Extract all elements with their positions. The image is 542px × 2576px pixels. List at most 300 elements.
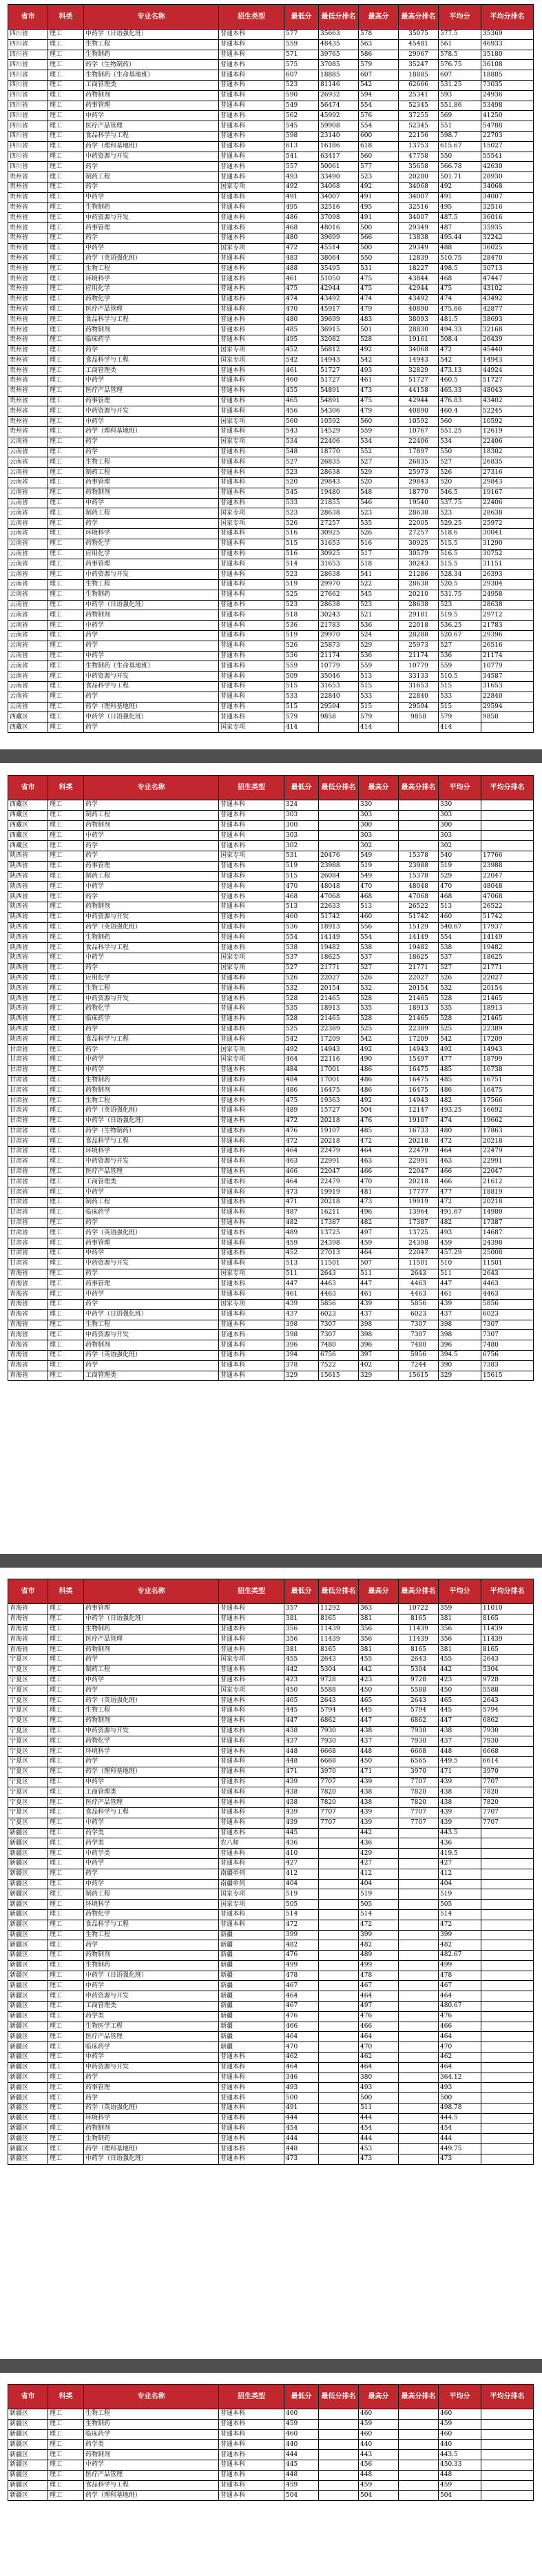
table-cell: 62666 — [399, 80, 439, 90]
table-cell: 470 — [284, 304, 319, 315]
table-cell: 理工 — [48, 651, 84, 661]
table-cell: 508.4 — [439, 335, 481, 345]
table-cell — [399, 2470, 439, 2480]
table-cell: 理工 — [48, 2042, 84, 2053]
table-cell: 423 — [284, 1675, 319, 1685]
table-cell: 438 — [359, 1787, 399, 1798]
table-cell: 523 — [284, 508, 319, 519]
table-cell — [319, 2460, 359, 2470]
table-cell: 药学 — [84, 723, 219, 733]
table-cell: 52345 — [399, 101, 439, 111]
table-cell: 中药学 — [84, 621, 219, 631]
table-cell: 527 — [359, 963, 399, 973]
table-row — [8, 366, 534, 376]
table-cell: 普通本科 — [219, 1096, 284, 1106]
table-cell: 560 — [439, 417, 481, 427]
table-row — [8, 1289, 534, 1300]
table-cell: 473 — [439, 2154, 481, 2165]
table-cell: 9728 — [481, 1675, 534, 1685]
table-cell: 普通本科 — [219, 2134, 284, 2144]
table-cell: 526 — [359, 529, 399, 539]
table-cell — [481, 1858, 534, 1869]
table-cell: 甘肃省 — [8, 1249, 48, 1259]
table-cell: 464 — [284, 2062, 319, 2073]
table-cell: 理工 — [48, 427, 84, 437]
table-row — [8, 162, 534, 172]
table-row — [8, 702, 534, 712]
table-row — [8, 1900, 534, 1910]
table-cell: 24398 — [481, 1238, 534, 1249]
table-row — [8, 682, 534, 692]
table-cell: 520.67 — [439, 631, 481, 641]
table-row — [8, 2491, 534, 2501]
table-cell: 云南省 — [8, 478, 48, 488]
table-cell: 29349 — [399, 243, 439, 253]
table-row — [8, 70, 534, 81]
table-cell: 云南省 — [8, 651, 48, 661]
table-cell: 贵州省 — [8, 172, 48, 183]
table-cell: 16475 — [319, 1086, 359, 1096]
table-cell: 518 — [359, 559, 399, 570]
table-cell: 药学 — [84, 182, 219, 192]
table-cell: 理工 — [48, 1105, 84, 1116]
table-cell: 577.5 — [439, 30, 481, 40]
table-cell: 药物制剂 — [84, 2123, 219, 2134]
table-cell: 21465 — [481, 1014, 534, 1024]
table-cell: 理工 — [48, 984, 84, 994]
table-cell: 普通本科 — [219, 2062, 284, 2073]
table-cell: 普通本科 — [219, 1238, 284, 1249]
table-cell — [399, 2144, 439, 2154]
table-cell: 39765 — [319, 50, 359, 60]
table-cell: 542 — [284, 1035, 319, 1045]
table-cell: 理工 — [48, 1971, 84, 1981]
table-cell: 甘肃省 — [8, 1258, 48, 1269]
table-cell: 542 — [439, 355, 481, 366]
table-cell: 医疗产品管理 — [84, 1167, 219, 1177]
table-cell: 国家专项 — [219, 963, 284, 973]
table-cell: 464 — [284, 1147, 319, 1157]
table-cell: 药学（英语强化班） — [84, 2104, 219, 2114]
table-cell: 理工 — [48, 580, 84, 590]
table-cell: 7930 — [481, 1726, 534, 1736]
table-cell: 557 — [284, 162, 319, 172]
table-header-row — [8, 5, 534, 30]
table-row — [8, 712, 534, 723]
table-cell: 32516 — [319, 202, 359, 213]
table-row — [8, 1747, 534, 1757]
table-cell: 22027 — [319, 973, 359, 984]
table-cell: 528 — [359, 994, 399, 1004]
table-cell: 523 — [284, 80, 319, 90]
table-cell: 26932 — [319, 90, 359, 101]
table-cell: 519 — [284, 631, 319, 641]
table-cell: 545 — [284, 121, 319, 132]
table-row — [8, 1035, 534, 1045]
table-cell: 普通本科 — [219, 1105, 284, 1116]
table-cell: 国家专项 — [219, 1889, 284, 1900]
table-cell: 新疆区 — [8, 2491, 48, 2501]
table-cell: 理工 — [48, 912, 84, 922]
table-cell: 国家专项 — [219, 851, 284, 861]
table-cell: 云南省 — [8, 672, 48, 682]
table-cell: 理工 — [48, 90, 84, 101]
table-cell: 559 — [439, 661, 481, 672]
table-cell: 516 — [359, 539, 399, 549]
table-cell: 甘肃省 — [8, 1136, 48, 1147]
table-cell: 7930 — [481, 1736, 534, 1747]
table-cell: 青海省 — [8, 1300, 48, 1310]
table-cell: 7930 — [319, 1726, 359, 1736]
table-cell — [481, 800, 534, 811]
table-cell: 303 — [439, 831, 481, 841]
table-cell: 17863 — [481, 1126, 534, 1136]
table-cell: 492 — [359, 1096, 399, 1106]
table-cell: 理工 — [48, 1798, 84, 1808]
table-cell — [481, 2093, 534, 2104]
table-row — [8, 1136, 534, 1147]
table-cell: 482 — [439, 1940, 481, 1951]
table-cell: 云南省 — [8, 641, 48, 651]
table-cell: 西藏区 — [8, 712, 48, 723]
table-cell: 理工 — [48, 253, 84, 264]
table-cell: 447 — [359, 1279, 399, 1289]
table-cell: 448 — [284, 2144, 319, 2154]
table-cell: 新疆 — [219, 1971, 284, 1981]
table-cell: 29594 — [481, 702, 534, 712]
table-cell: 571 — [284, 50, 319, 60]
table-cell: 理工 — [48, 1645, 84, 1655]
table-cell: 15615 — [399, 1371, 439, 1381]
table-cell: 药学 — [84, 1869, 219, 1879]
table-cell: 理工 — [48, 831, 84, 841]
table-cell: 464 — [359, 2032, 399, 2042]
table-cell: 23988 — [399, 861, 439, 871]
table-row — [8, 953, 534, 963]
table-cell: 理工 — [48, 335, 84, 345]
table-cell: 16475 — [399, 1065, 439, 1075]
table-cell: 533 — [284, 498, 319, 508]
table-cell: 17897 — [399, 447, 439, 457]
table-cell: 493.25 — [439, 1105, 481, 1116]
table-row — [8, 1716, 534, 1726]
table-cell: 579 — [359, 712, 399, 723]
table-cell: 中药学（日语强化班） — [84, 712, 219, 723]
table-cell: 467 — [439, 1981, 481, 1991]
table-cell: 439 — [284, 1300, 319, 1310]
table-cell: 新疆区 — [8, 1869, 48, 1879]
table-cell: 临床药学 — [84, 1207, 219, 1218]
table-cell — [399, 810, 439, 820]
table-cell: 528 — [284, 1014, 319, 1024]
table-cell: 中药资源与开发 — [84, 2062, 219, 2073]
table-cell: 生物工程 — [84, 39, 219, 50]
table-cell: 527 — [439, 963, 481, 973]
table-cell: 464 — [284, 1055, 319, 1065]
table-cell: 478 — [284, 1971, 319, 1981]
table-cell: 541 — [284, 152, 319, 162]
table-cell: 439 — [359, 1818, 399, 1828]
table-cell: 559 — [284, 661, 319, 672]
table-cell: 6023 — [319, 1309, 359, 1320]
table-cell: 新疆区 — [8, 2053, 48, 2063]
table-cell: 理工 — [48, 1167, 84, 1177]
table-cell: 471 — [439, 1767, 481, 1777]
table-cell: 464 — [284, 1991, 319, 2002]
table-cell: 498.78 — [439, 2104, 481, 2114]
table-cell: 理工 — [48, 182, 84, 192]
table-cell: 陕西省 — [8, 973, 48, 984]
table-cell: 理工 — [48, 1126, 84, 1136]
table-cell: 新疆区 — [8, 1909, 48, 1920]
table-cell: 药学（生物制药） — [84, 60, 219, 70]
table-row — [8, 1238, 534, 1249]
table-cell: 472 — [284, 1920, 319, 1930]
table-cell: 应用化学 — [84, 549, 219, 559]
table-cell: 国家专项 — [219, 355, 284, 366]
table-cell: 30925 — [319, 529, 359, 539]
table-cell: 陕西省 — [8, 851, 48, 861]
table-cell: 578 — [359, 30, 399, 40]
table-cell: 新疆 — [219, 1930, 284, 1940]
table-cell: 491 — [359, 192, 399, 202]
table-cell: 468 — [284, 892, 319, 902]
table-cell: 17766 — [481, 851, 534, 861]
table-cell: 新疆区 — [8, 1960, 48, 1971]
table-cell: 普通本科 — [219, 702, 284, 712]
table-cell: 国家专项 — [219, 1654, 284, 1665]
table-cell: 54788 — [481, 121, 534, 132]
table-cell: 7480 — [319, 1340, 359, 1351]
table-cell: 468 — [439, 892, 481, 902]
table-cell: 45992 — [319, 111, 359, 121]
table-cell: 普通本科 — [219, 600, 284, 610]
table-cell — [481, 1960, 534, 1971]
table-cell: 303 — [284, 831, 319, 841]
table-cell: 4463 — [319, 1279, 359, 1289]
table-cell: 20154 — [481, 984, 534, 994]
table-cell: 29349 — [399, 223, 439, 233]
table-cell: 484 — [284, 1075, 319, 1086]
table-cell — [399, 1981, 439, 1991]
table-cell: 普通本科 — [219, 111, 284, 121]
table-cell: 普通本科 — [219, 529, 284, 539]
table-cell: 中药学 — [84, 1249, 219, 1259]
table-cell: 制药工程 — [84, 172, 219, 183]
table-cell: 472 — [439, 1198, 481, 1208]
table-cell: 472 — [284, 1116, 319, 1126]
table-cell: 26835 — [481, 457, 534, 468]
table-cell: 519 — [359, 1889, 399, 1900]
table-cell: 生物制药 — [84, 1624, 219, 1634]
table-cell: 28638 — [481, 600, 534, 610]
table-cell: 513 — [284, 1258, 319, 1269]
table-cell: 486 — [359, 1075, 399, 1086]
table-cell: 48048 — [481, 882, 534, 892]
table-cell: 四川省 — [8, 39, 48, 50]
table-cell — [319, 1991, 359, 2002]
table-cell: 普通本科 — [219, 141, 284, 152]
table-cell — [481, 2154, 534, 2165]
table-row — [8, 1858, 534, 1869]
table-cell: 3970 — [319, 1767, 359, 1777]
table-cell: 43492 — [319, 294, 359, 304]
table-cell — [319, 2002, 359, 2012]
table-cell: 528.34 — [439, 570, 481, 580]
table-cell: 7820 — [481, 1798, 534, 1808]
table-cell: 6023 — [481, 1309, 534, 1320]
table-cell: 青海省 — [8, 1614, 48, 1624]
table-cell: 32168 — [481, 325, 534, 335]
table-cell: 561 — [439, 39, 481, 50]
table-cell: 云南省 — [8, 682, 48, 692]
table-cell — [481, 810, 534, 820]
table-cell: 云南省 — [8, 570, 48, 580]
table-cell: 303 — [439, 810, 481, 820]
table-cell — [319, 2093, 359, 2104]
table-cell: 普通本科 — [219, 366, 284, 376]
table-cell: 489 — [284, 1105, 319, 1116]
table-cell: 药物制剂 — [84, 610, 219, 621]
table-cell: 437 — [439, 1736, 481, 1747]
table-cell: 460.4 — [439, 406, 481, 417]
table-cell: 438 — [359, 1726, 399, 1736]
table-cell: 普通本科 — [219, 861, 284, 871]
table-cell: 470 — [439, 882, 481, 892]
table-row — [8, 427, 534, 437]
table-cell: 577 — [284, 30, 319, 40]
column-header: 最低分排名 — [319, 776, 359, 800]
table-cell: 459 — [359, 2480, 399, 2491]
table-row — [8, 1838, 534, 1849]
table-cell: 501.71 — [439, 172, 481, 183]
table-cell: 476 — [439, 2011, 481, 2022]
table-row — [8, 610, 534, 621]
table-cell: 青海省 — [8, 1351, 48, 1361]
table-cell: 普通本科 — [219, 2083, 284, 2093]
table-row — [8, 80, 534, 90]
table-row — [8, 851, 534, 861]
table-cell: 526 — [439, 468, 481, 478]
table-cell: 20218 — [481, 1198, 534, 1208]
table-cell: 482 — [284, 1218, 319, 1228]
table-cell: 四川省 — [8, 60, 48, 70]
table-cell — [399, 2491, 439, 2501]
table-cell: 普通本科 — [219, 841, 284, 851]
table-cell: 普通本科 — [219, 101, 284, 111]
table-cell: 中药学类 — [84, 1849, 219, 1859]
table-cell: 6862 — [319, 1716, 359, 1726]
table-cell: 26439 — [481, 335, 534, 345]
table-cell: 甘肃省 — [8, 1055, 48, 1065]
table-cell: 工商管理类 — [84, 366, 219, 376]
table-cell: 理工 — [48, 1828, 84, 1838]
table-cell: 22047 — [481, 871, 534, 882]
table-cell: 513 — [359, 902, 399, 912]
table-cell: 398 — [284, 1330, 319, 1340]
table-cell: 32516 — [481, 202, 534, 213]
table-row — [8, 994, 534, 1004]
table-cell: 461 — [284, 274, 319, 284]
table-cell: 理工 — [48, 1930, 84, 1940]
table-cell: 3970 — [399, 1767, 439, 1777]
table-cell: 16733 — [399, 1126, 439, 1136]
table-cell: 485 — [284, 325, 319, 335]
table-cell: 14943 — [319, 1045, 359, 1055]
table-cell: 527 — [359, 457, 399, 468]
table-cell: 贵州省 — [8, 366, 48, 376]
table-cell: 17209 — [319, 1035, 359, 1045]
table-cell: 477 — [439, 1055, 481, 1065]
table-cell: 理工 — [48, 1879, 84, 1889]
table-cell — [481, 820, 534, 831]
table-cell: 38693 — [481, 315, 534, 325]
table-cell: 理工 — [48, 1065, 84, 1075]
table-cell: 普通本科 — [219, 1828, 284, 1838]
table-cell: 生物工程 — [84, 984, 219, 994]
table-cell: 607 — [359, 70, 399, 81]
table-row — [8, 841, 534, 851]
table-cell — [481, 2011, 534, 2022]
table-cell: 理工 — [48, 508, 84, 519]
table-cell: 495 — [359, 202, 399, 213]
table-cell: 药学 — [84, 1360, 219, 1371]
table-cell: 556 — [359, 922, 399, 933]
table-cell: 普通本科 — [219, 682, 284, 692]
table-row — [8, 488, 534, 498]
table-cell: 22047 — [399, 1249, 439, 1259]
table-cell: 476 — [359, 1116, 399, 1126]
table-cell: 陕西省 — [8, 943, 48, 953]
table-cell: 药学（理科基地班） — [84, 702, 219, 712]
table-cell: 35935 — [481, 223, 534, 233]
table-cell: 普通本科 — [219, 810, 284, 820]
table-cell: 工商管理类 — [84, 1177, 219, 1187]
table-cell: 8165 — [319, 1614, 359, 1624]
table-cell: 459 — [284, 1238, 319, 1249]
table-cell: 545 — [359, 590, 399, 600]
table-cell: 中药学 — [84, 1818, 219, 1828]
table-cell: 医疗产品管理 — [84, 121, 219, 132]
table-cell: 473 — [359, 2154, 399, 2165]
table-cell: 19167 — [481, 488, 534, 498]
table-cell: 535 — [284, 1004, 319, 1014]
table-cell: 467 — [284, 2002, 319, 2012]
table-row — [8, 2144, 534, 2154]
table-cell — [399, 1930, 439, 1940]
table-row — [8, 1024, 534, 1035]
table-cell: 理工 — [48, 1309, 84, 1320]
table-cell: 34007 — [399, 192, 439, 202]
table-cell: 541 — [359, 570, 399, 580]
table-cell — [481, 2419, 534, 2429]
table-cell: 普通本科 — [219, 892, 284, 902]
table-cell: 528 — [359, 335, 399, 345]
table-cell: 甘肃省 — [8, 1105, 48, 1116]
table-cell: 药学 — [84, 1300, 219, 1310]
table-cell: 463 — [359, 1156, 399, 1167]
table-cell: 普通本科 — [219, 121, 284, 132]
table-cell: 18227 — [399, 264, 439, 274]
table-cell: 554 — [359, 933, 399, 943]
table-cell: 22389 — [481, 1024, 534, 1035]
table-cell: 476 — [284, 1951, 319, 1961]
table-cell: 云南省 — [8, 590, 48, 600]
table-cell: 新疆区 — [8, 1849, 48, 1859]
table-cell: 理工 — [48, 1218, 84, 1228]
table-cell: 14529 — [319, 427, 359, 437]
table-cell: 540 — [439, 851, 481, 861]
